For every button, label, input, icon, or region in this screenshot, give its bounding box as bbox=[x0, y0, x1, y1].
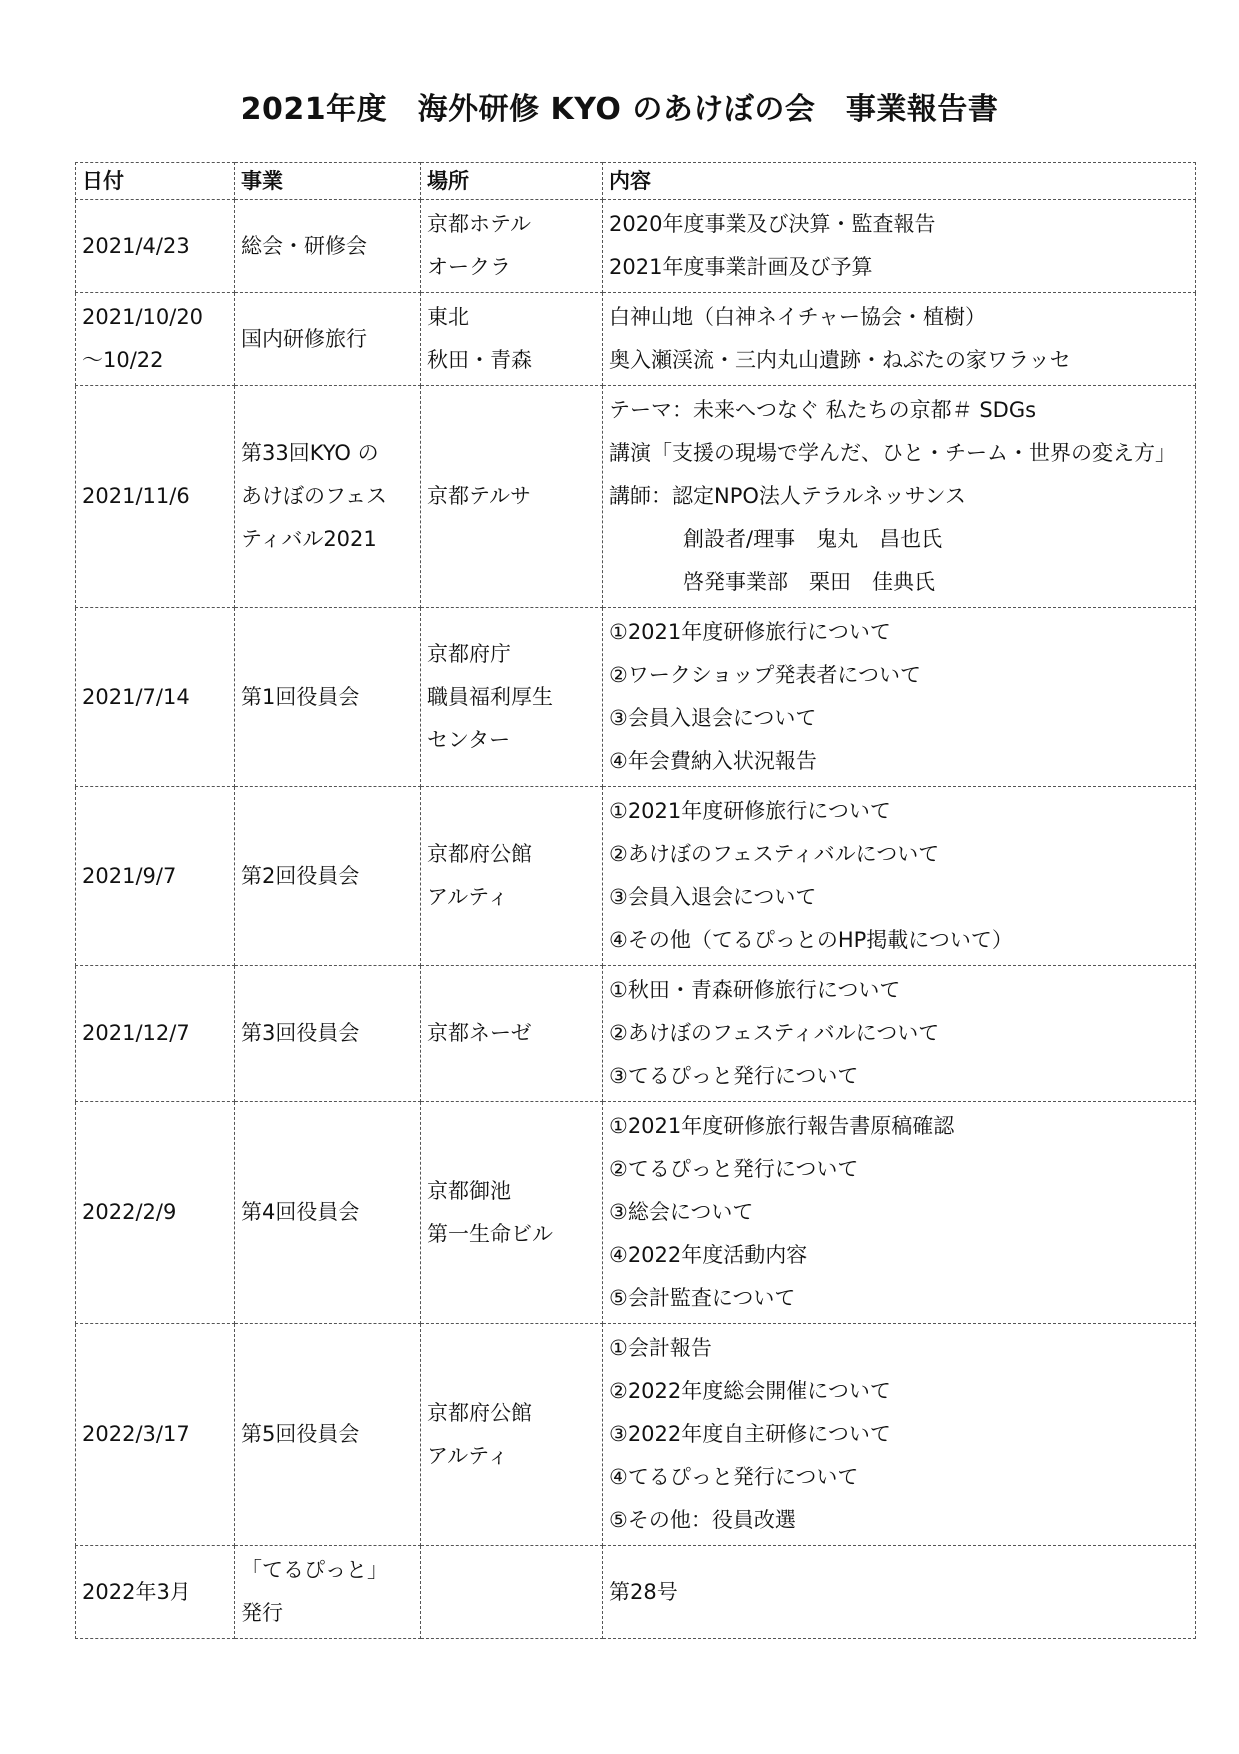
event-cell bbox=[235, 1324, 421, 1546]
content-cell-line: テーマ：未来へつなぐ 私たちの京都＃ SDGs bbox=[609, 398, 1037, 422]
table-row bbox=[76, 787, 1196, 966]
date-cell bbox=[76, 200, 235, 293]
place-cell-line: 京都府庁 bbox=[427, 641, 511, 666]
event-cell-line: 国内研修旅行 bbox=[241, 326, 367, 351]
date-cell bbox=[76, 1102, 235, 1324]
table-row bbox=[76, 293, 1196, 386]
place-cell-line: 職員福利厚生 bbox=[427, 684, 553, 709]
content-cell-line: ②ワークショップ発表者について bbox=[609, 663, 921, 687]
place-cell-line: 京都府公館 bbox=[427, 1400, 532, 1425]
content-cell-line: ②てるぴっと発行について bbox=[609, 1157, 859, 1181]
date-cell-line: 2021/9/7 bbox=[82, 863, 177, 888]
place-cell bbox=[421, 608, 603, 787]
event-cell-line: ティバル2021 bbox=[241, 527, 377, 551]
event-cell bbox=[235, 1546, 421, 1639]
date-cell-line: 2021/10/20 bbox=[82, 305, 204, 329]
event-cell bbox=[235, 293, 421, 386]
place-cell-line: 東北 bbox=[427, 305, 469, 329]
content-cell-line: ③てるぴっと発行について bbox=[609, 1064, 859, 1088]
place-cell bbox=[421, 293, 603, 386]
date-cell bbox=[76, 386, 235, 608]
date-cell-line: 2021/12/7 bbox=[82, 1021, 190, 1045]
content-cell-line: ⑤その他：役員改選 bbox=[609, 1508, 796, 1532]
content-cell-line: ①会計報告 bbox=[609, 1336, 712, 1360]
event-cell-line: 第1回役員会 bbox=[241, 684, 360, 709]
place-cell bbox=[421, 1546, 603, 1639]
date-cell-line: 2021/7/14 bbox=[82, 684, 190, 709]
event-cell-line: 第2回役員会 bbox=[241, 863, 360, 888]
event-cell bbox=[235, 966, 421, 1102]
event-cell bbox=[235, 608, 421, 787]
content-cell-line: ④年会費納入状況報告 bbox=[609, 749, 817, 773]
place-cell-line: オークラ bbox=[427, 255, 511, 279]
place-cell-line: センター bbox=[427, 727, 511, 752]
header-row bbox=[76, 163, 1196, 200]
table-row bbox=[76, 608, 1196, 787]
content-cell-line: 2021年度事業計画及び予算 bbox=[609, 255, 873, 279]
content-cell-line: 2020年度事業及び決算・監査報告 bbox=[609, 212, 936, 236]
table-row bbox=[76, 386, 1196, 608]
place-cell-line: アルティ bbox=[427, 885, 509, 909]
place-cell-line: 京都ホテル bbox=[427, 212, 531, 236]
event-cell-line: 第33回KYO の bbox=[241, 441, 379, 465]
content-cell-line: ④てるぴっと発行について bbox=[609, 1465, 859, 1489]
place-cell-line: 京都府公館 bbox=[427, 842, 532, 866]
content-cell bbox=[603, 1102, 1196, 1324]
content-cell-line: ③総会について bbox=[609, 1200, 754, 1224]
place-cell-line: アルティ bbox=[427, 1443, 509, 1468]
event-cell bbox=[235, 1102, 421, 1324]
content-cell-line: 奥入瀬渓流・三内丸山遺跡・ねぶたの家ワラッセ bbox=[609, 348, 1071, 372]
place-cell bbox=[421, 787, 603, 966]
content-cell-line: 講師：認定NPO法人テラルネッサンス bbox=[609, 484, 966, 508]
content-cell-line: ③2022年度自主研修について bbox=[609, 1422, 891, 1446]
table-row bbox=[76, 1546, 1196, 1639]
event-cell bbox=[235, 787, 421, 966]
date-cell bbox=[76, 293, 235, 386]
content-cell-line: ①2021年度研修旅行報告書原稿確認 bbox=[609, 1114, 955, 1138]
date-cell bbox=[76, 1546, 235, 1639]
place-cell bbox=[421, 200, 603, 293]
content-cell bbox=[603, 787, 1196, 966]
content-cell-line: ⑤会計監査について bbox=[609, 1286, 796, 1310]
place-cell bbox=[421, 966, 603, 1102]
content-cell bbox=[603, 1546, 1196, 1639]
event-cell-line: 第5回役員会 bbox=[241, 1422, 360, 1446]
event-cell-line: 「てるぴっと」 bbox=[241, 1558, 388, 1582]
report-table bbox=[75, 162, 1196, 1639]
content-cell bbox=[603, 608, 1196, 787]
table-row bbox=[76, 966, 1196, 1102]
date-cell bbox=[76, 966, 235, 1102]
date-cell-line: 2022年3月 bbox=[82, 1579, 191, 1604]
event-cell-line: 総会・研修会 bbox=[241, 233, 367, 258]
place-cell-line: 京都御池 bbox=[427, 1178, 511, 1203]
place-cell bbox=[421, 386, 603, 608]
date-cell-line: 2021/11/6 bbox=[82, 484, 190, 508]
place-cell-line: 秋田・青森 bbox=[427, 348, 532, 372]
header-date: 日付 bbox=[76, 163, 235, 200]
header-place: 場所 bbox=[421, 163, 603, 200]
event-cell-line: 第4回役員会 bbox=[241, 1200, 360, 1224]
event-cell bbox=[235, 386, 421, 608]
content-cell-line: ④2022年度活動内容 bbox=[609, 1243, 808, 1267]
content-cell-line: 創設者/理事 鬼丸 昌也氏 bbox=[683, 527, 943, 551]
content-cell bbox=[603, 200, 1196, 293]
date-cell-line: 2022/2/9 bbox=[82, 1200, 177, 1224]
event-cell bbox=[235, 200, 421, 293]
date-cell-line: ～10/22 bbox=[82, 348, 164, 372]
content-cell-line: ③会員入退会について bbox=[609, 885, 817, 909]
content-cell-line: 白神山地（白神ネイチャー協会・植樹） bbox=[609, 305, 986, 329]
content-cell bbox=[603, 966, 1196, 1102]
date-cell bbox=[76, 787, 235, 966]
event-cell-line: 第3回役員会 bbox=[241, 1021, 360, 1045]
place-cell bbox=[421, 1324, 603, 1546]
content-cell-line: ①2021年度研修旅行について bbox=[609, 799, 891, 823]
table-row bbox=[76, 1102, 1196, 1324]
content-cell-line: ③会員入退会について bbox=[609, 706, 817, 730]
date-cell-line: 2021/4/23 bbox=[82, 233, 190, 258]
place-cell-line: 京都ネーゼ bbox=[427, 1021, 532, 1045]
header-content: 内容 bbox=[603, 163, 1196, 200]
header-event: 事業 bbox=[235, 163, 421, 200]
date-cell-line: 2022/3/17 bbox=[82, 1422, 190, 1446]
page-title: 2021年度 海外研修 KYO のあけぼの会 事業報告書 bbox=[240, 92, 999, 127]
place-cell bbox=[421, 1102, 603, 1324]
place-cell-line: 第一生命ビル bbox=[427, 1221, 553, 1246]
event-cell-line: 発行 bbox=[241, 1601, 283, 1625]
content-cell bbox=[603, 293, 1196, 386]
content-cell-line: ①秋田・青森研修旅行について bbox=[609, 978, 901, 1002]
content-cell-line: ②あけぼのフェスティバルについて bbox=[609, 842, 940, 866]
date-cell bbox=[76, 608, 235, 787]
event-cell-line: あけぼのフェス bbox=[241, 484, 387, 508]
content-cell-line: 啓発事業部 栗田 佳典氏 bbox=[683, 570, 935, 594]
content-cell-line: ①2021年度研修旅行について bbox=[609, 620, 891, 644]
table-row bbox=[76, 1324, 1196, 1546]
date-cell bbox=[76, 1324, 235, 1546]
table-row bbox=[76, 200, 1196, 293]
content-cell-line: 第28号 bbox=[609, 1579, 678, 1604]
content-cell bbox=[603, 1324, 1196, 1546]
content-cell bbox=[603, 386, 1196, 608]
place-cell-line: 京都テルサ bbox=[427, 484, 531, 508]
content-cell-line: ②2022年度総会開催について bbox=[609, 1379, 891, 1403]
content-cell-line: ②あけぼのフェスティバルについて bbox=[609, 1021, 940, 1045]
content-cell-line: 講演「支援の現場で学んだ、ひと・チーム・世界の変え方」 bbox=[609, 441, 1176, 465]
content-cell-line: ④その他（てるぴっとのHP掲載について） bbox=[609, 928, 1013, 952]
